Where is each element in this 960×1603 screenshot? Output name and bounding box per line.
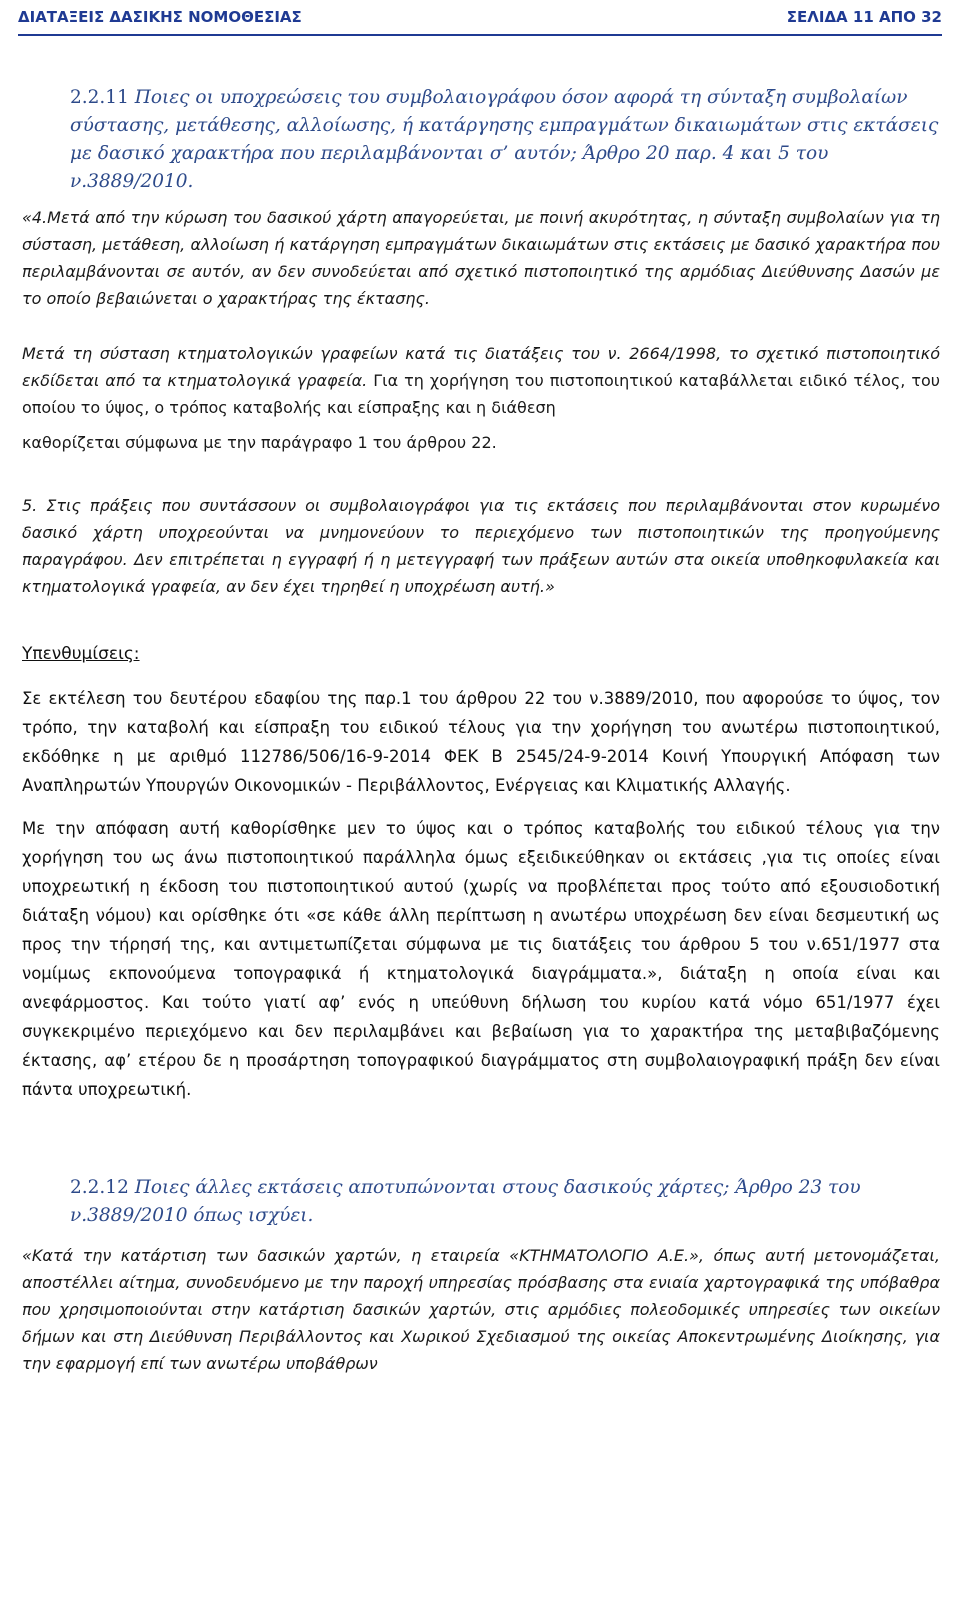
quoted-paragraph-4b bbox=[22, 340, 940, 421]
quoted-paragraph-4b-italic: Μετά τη σύσταση κτηματολογικών γραφείων κατά τις διατάξεις του ν. 2664/1998, το σχετικό πιστοποιητικό εκδίδεται από τα κτηματολογικά γραφεία. bbox=[22, 344, 940, 390]
quoted-paragraph-5: 5. Στις πράξεις που συντάσσουν οι συμβολαιογράφοι για τις εκτάσεις που περιλαμβάνονται στον κυρωμένο δασικό χάρτη υποχρεούνται να μνημονεύουν το περιεχόμενο των πιστοποιητικών της προηγούμενης παραγράφου. Δεν επιτρέπεται η εγγραφή ή η μετεγγραφή των πράξεων αυτών στα οικεία υποθηκοφυλακεία και κτηματολογικά γραφεία, αν δεν έχει τηρηθεί η υποχρέωση αυτή.» bbox=[22, 496, 940, 596]
page-header bbox=[18, 8, 942, 34]
question-heading-2-2-11 bbox=[22, 84, 940, 196]
quoted-paragraph-4c: καθορίζεται σύμφωνα με την παράγραφο 1 του άρθρου 22. bbox=[22, 433, 497, 452]
header-divider bbox=[18, 34, 942, 36]
quoted-paragraph-4: «4.Μετά από την κύρωση του δασικού χάρτη απαγορεύεται, με ποινή ακυρότητας, η σύνταξη συμβολαίων για τη σύσταση, μετάθεση, αλλοίωση ή κατάργηση εμπραγμάτων δικαιωμάτων στις εκτάσεις με δασικό χαρακτήρα που περιλαμβάνονται σε αυτόν, αν δεν συνοδεύεται από σχετικό πιστοποιητικό της αρμόδιας Διεύθυνσης Δασών με το οποίο βεβαιώνεται ο χαρακτήρας της έκτασης. bbox=[22, 208, 940, 308]
document-body bbox=[22, 84, 940, 1377]
page-number: ΣΕΛΙΔΑ 11 ΑΠΟ 32 bbox=[786, 8, 942, 26]
question-text: Ποιες άλλες εκτάσεις αποτυπώνονται στους δασικούς χάρτες; Άρθρο 23 του ν.3889/2010 όπως ισχύει. bbox=[70, 1177, 861, 1226]
reminder-paragraph-2: Με την απόφαση αυτή καθορίσθηκε μεν το ύψος και ο τρόπος καταβολής του ειδικού τέλους για την χορήγηση του ως άνω πιστοποιητικού παράλληλα όμως εξειδικεύθηκαν οι εκτάσεις ,για τις οποίες είναι υποχρεωτική η έκδοση του πιστοποιητικού αυτού (χωρίς να προβλέπεται προς τούτο από εξουσιοδοτική διάταξη νόμου) και ορίσθηκε ότι «σε κάθε άλλη περίπτωση η ανωτέρω υποχρέωση δεν είναι δεσμευτική ως προς την τήρησή της, και αντιμετωπίζεται σύμφωνα με τις διατάξεις του άρθρου 5 του ν.651/1977 στα νομίμως εκπονούμενα τοπογραφικά ή κτηματολογικά διαγράμματα.», διάταξη η οποία είναι και ανεφάρμοστος. Και τούτο γιατί αφ’ ενός η υπεύθυνη δήλωση του κυρίου κατά νόμο 651/1977 έχει συγκεκριμένο περιεχόμενο και δεν περιλαμβάνει και βεβαίωση για το χαρακτήρα της μεταβιβαζόμενης έκτασης, αφ’ ετέρου δε η προσάρτηση τοπογραφικού διαγράμματος στη συμβολαιογραφική πράξη δεν είναι πάντα υποχρεωτική. bbox=[22, 819, 940, 1099]
reminders-title: Υπενθυμίσεις: bbox=[22, 644, 140, 664]
document-title: ΔΙΑΤΑΞΕΙΣ ΔΑΣΙΚΗΣ ΝΟΜΟΘΕΣΙΑΣ bbox=[18, 8, 302, 26]
reminder-paragraph-1: Σε εκτέλεση του δευτέρου εδαφίου της παρ.1 του άρθρου 22 του ν.3889/2010, που αφορούσε το ύψος, τον τρόπο, την καταβολή και είσπραξη του ειδικού τέλους για την χορήγηση του ανωτέρω πιστοποιητικού, εκδόθηκε η με αριθμό 112786/506/16-9-2014 ΦΕΚ Β 2545/24-9-2014 Κοινή Υπουργική Απόφαση των Αναπληρωτών Υπουργών Οικονομικών - Περιβάλλοντος, Ενέργειας και Κλιματικής Αλλαγής. bbox=[22, 689, 940, 795]
question-heading-2-2-12 bbox=[22, 1174, 940, 1230]
question-number: 2.2.12 bbox=[70, 1177, 129, 1198]
quoted-paragraph-4b-plain: Για τη χορήγηση του πιστοποιητικού καταβάλλεται ειδικό τέλος, του οποίου το ύψος, ο τρόπος καταβολής και είσπραξης και η διάθεση bbox=[22, 371, 940, 417]
quoted-article-23: «Κατά την κατάρτιση των δασικών χαρτών, η εταιρεία «ΚΤΗΜΑΤΟΛΟΓΙΟ Α.Ε.», όπως αυτή μετονομάζεται, αποστέλλει αίτημα, συνοδευόμενο με την παροχή υπηρεσίας πρόσβασης στα ενιαία χαρτογραφικά της υπόβαθρα που χρησιμοποιούνται στην κατάρτιση δασικών χαρτών, στις αρμόδιες πολεοδομικές υπηρεσίες των οικείων δήμων και στη Διεύθυνση Περιβάλλοντος και Χωρικού Σχεδιασμού της οικείας Αποκεντρωμένης Διοίκησης, για την εφαρμογή επί των ανωτέρω υποβάθρων bbox=[22, 1246, 940, 1373]
question-text: Ποιες οι υποχρεώσεις του συμβολαιογράφου όσον αφορά τη σύνταξη συμβολαίων σύστασης, μετάθεσης, αλλοίωσης, ή κατάργησης εμπραγμάτων δικαιωμάτων στις εκτάσεις με δασικό χαρακτήρα που περιλαμβάνονται σ’ αυτόν; Άρθρο 20 παρ. 4 και 5 του ν.3889/2010. bbox=[70, 87, 939, 192]
question-number: 2.2.11 bbox=[70, 87, 129, 108]
